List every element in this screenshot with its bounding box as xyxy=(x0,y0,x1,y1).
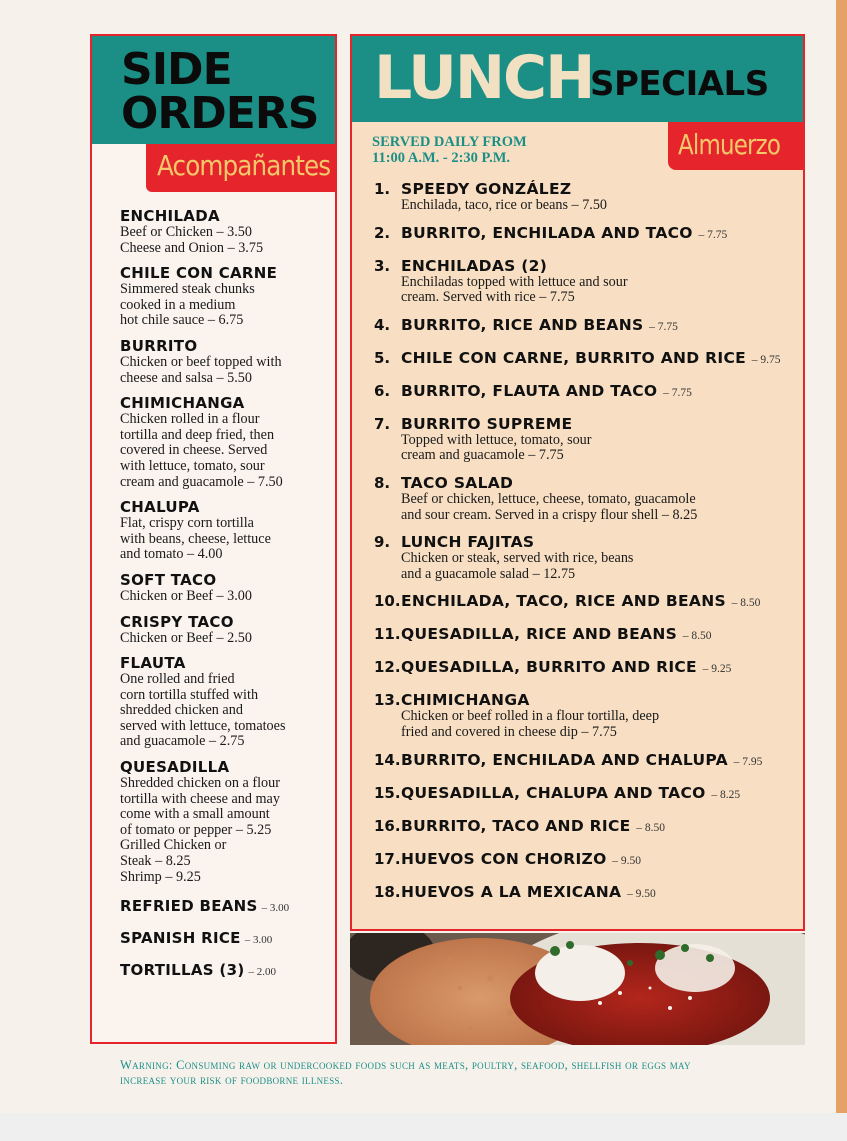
lunch-special-body xyxy=(401,593,804,612)
lunch-special-price: – 8.50 xyxy=(731,597,761,610)
side-order-item xyxy=(120,759,330,885)
lunch-special-body xyxy=(401,416,804,464)
lunch-special-description: Chicken or steak, served with rice, beans and a guacamole salad – 12.75 xyxy=(401,550,634,582)
lunch-specials-panel xyxy=(350,34,805,931)
side-order-item xyxy=(120,265,330,329)
lunch-special-body xyxy=(401,752,804,771)
side-orders-subtitle: Acompañantes xyxy=(157,149,331,182)
lunch-special-item xyxy=(374,884,804,903)
lunch-special-item xyxy=(374,225,804,244)
side-order-name: REFRIED BEANS xyxy=(120,897,258,916)
lunch-special-name: QUESADILLA, RICE AND BEANS xyxy=(401,625,678,644)
lunch-special-number: 1. xyxy=(374,180,391,198)
lunch-special-body xyxy=(401,659,804,678)
side-order-description: Shredded chicken on a flour tortilla with cheese and may come with a small amount of tomato or pepper – 5.25 Grilled Chicken or Steak – 8.25 Shrimp – 9.25 xyxy=(120,775,280,885)
side-order-name: FLAUTA xyxy=(120,654,186,673)
lunch-special-name: ENCHILADA, TACO, RICE AND BEANS xyxy=(401,592,726,611)
lunch-special-description: Enchilada, taco, rice or beans – 7.50 xyxy=(401,197,608,213)
side-order-name: CRISPY TACO xyxy=(120,612,234,631)
lunch-special-name: TACO SALAD xyxy=(401,473,514,492)
side-orders-subtitle-tab xyxy=(146,144,335,192)
lunch-special-price: – 8.25 xyxy=(711,788,741,801)
lunch-special-description: Beef or chicken, lettuce, cheese, tomato, guacamole and sour cream. Served in a crispy flour shell – 8.25 xyxy=(401,490,698,523)
lunch-special-name: HUEVOS A LA MEXICANA xyxy=(401,882,622,901)
lunch-special-price: – 8.50 xyxy=(682,630,712,643)
side-order-item xyxy=(120,499,330,563)
lunch-special-name: BURRITO, RICE AND BEANS xyxy=(401,315,644,334)
lunch-special-body xyxy=(401,534,804,582)
lunch-special-item xyxy=(374,818,804,837)
lunch-special-name: BURRITO, ENCHILADA AND CHALUPA xyxy=(401,750,728,769)
lunch-special-item xyxy=(374,383,804,402)
lunch-special-name: CHILE CON CARNE, BURRITO AND RICE xyxy=(401,348,747,367)
lunch-special-body xyxy=(401,785,804,804)
lunch-special-number: 4. xyxy=(374,315,391,334)
lunch-special-number: 10. xyxy=(374,592,401,611)
lunch-special-number: 2. xyxy=(374,223,391,242)
lunch-specials-header xyxy=(352,36,803,122)
lunch-special-price: – 9.25 xyxy=(702,663,732,676)
side-order-name: QUESADILLA xyxy=(120,758,230,777)
side-order-description: Beef or Chicken – 3.50 Cheese and Onion – 3.75 xyxy=(120,224,264,256)
lunch-special-name-line xyxy=(401,416,804,433)
lunch-special-description: Chicken or beef rolled in a flour tortilla, deep fried and covered in cheese dip – 7.75 xyxy=(401,708,660,740)
side-order-price: – 3.00 xyxy=(244,934,273,947)
side-order-item xyxy=(120,898,330,916)
lunch-special-name: BURRITO, FLAUTA AND TACO xyxy=(401,381,658,400)
lunch-special-number: 17. xyxy=(374,849,401,868)
side-order-item xyxy=(120,614,330,647)
lunch-special-item xyxy=(374,534,804,582)
served-hours: SERVED DAILY FROM 11:00 A.M. - 2:30 P.M. xyxy=(372,134,527,166)
lunch-special-price: – 8.50 xyxy=(636,821,665,834)
side-order-price: – 3.00 xyxy=(261,902,290,915)
food-photo-illustration xyxy=(350,933,805,1045)
lunch-special-item xyxy=(374,626,804,645)
lunch-special-item xyxy=(374,258,804,306)
lunch-special-body xyxy=(401,475,804,523)
side-orders-panel xyxy=(90,34,337,1044)
lunch-special-number: 9. xyxy=(374,533,391,552)
lunch-special-item xyxy=(374,181,804,214)
lunch-special-item xyxy=(374,317,804,336)
lunch-special-description: Topped with lettuce, tomato, sour cream and guacamole – 7.75 xyxy=(401,431,592,464)
lunch-special-name: QUESADILLA, BURRITO AND RICE xyxy=(401,658,697,677)
side-order-name: CHIMICHANGA xyxy=(120,394,245,413)
lunch-special-number: 13. xyxy=(374,691,401,710)
lunch-special-name-line xyxy=(401,659,804,678)
lunch-special-name: CHIMICHANGA xyxy=(401,691,530,710)
lunch-special-name-line xyxy=(401,383,804,402)
lunch-special-name-line xyxy=(401,692,804,709)
side-orders-header xyxy=(92,36,335,144)
lunch-special-item xyxy=(374,785,804,804)
side-order-description: Chicken rolled in a flour tortilla and deep fried, then covered in cheese. Served with lettuce, tomato, sour cream and guacamole – 7.50 xyxy=(120,411,283,490)
lunch-special-body xyxy=(401,258,804,306)
lunch-special-item xyxy=(374,692,804,740)
side-order-description: Simmered steak chunks cooked in a medium hot chile sauce – 6.75 xyxy=(120,281,255,329)
lunch-special-name: ENCHILADAS (2) xyxy=(401,256,548,275)
lunch-special-price: – 9.50 xyxy=(627,887,656,900)
lunch-special-item xyxy=(374,851,804,870)
side-order-item xyxy=(120,930,330,948)
lunch-special-name-line xyxy=(401,181,804,198)
lunch-special-name-line xyxy=(401,475,804,492)
lunch-special-name-line xyxy=(401,752,804,771)
lunch-special-body xyxy=(401,317,804,336)
lunch-special-number: 18. xyxy=(374,882,401,901)
lunch-special-item xyxy=(374,752,804,771)
lunch-special-item xyxy=(374,593,804,612)
lunch-special-body xyxy=(401,818,804,837)
lunch-specials-list xyxy=(374,181,804,917)
lunch-special-name: BURRITO, TACO AND RICE xyxy=(401,816,631,835)
page-bottom-margin xyxy=(0,1113,847,1141)
side-order-name: SPANISH RICE xyxy=(120,929,241,948)
lunch-special-number: 16. xyxy=(374,816,401,835)
lunch-special-name: BURRITO SUPREME xyxy=(401,414,573,433)
lunch-special-item xyxy=(374,475,804,523)
lunch-special-body xyxy=(401,884,804,903)
lunch-special-body xyxy=(401,383,804,402)
lunch-special-name-line xyxy=(401,225,804,244)
food-photo xyxy=(350,933,805,1045)
lunch-special-name-line xyxy=(401,534,804,551)
side-order-description: Chicken or Beef – 3.00 xyxy=(120,587,252,604)
lunch-special-number: 3. xyxy=(374,256,391,275)
side-order-description: Flat, crispy corn tortilla with beans, cheese, lettuce and tomato – 4.00 xyxy=(120,515,271,563)
side-order-item xyxy=(120,395,330,490)
side-order-item xyxy=(120,338,330,386)
lunch-special-body xyxy=(401,225,804,244)
lunch-special-number: 8. xyxy=(374,473,391,492)
side-order-item xyxy=(120,962,330,980)
lunch-special-item xyxy=(374,659,804,678)
lunch-special-name: SPEEDY GONZÁLEZ xyxy=(401,180,572,198)
side-order-description: Chicken or beef topped with cheese and salsa – 5.50 xyxy=(120,353,282,386)
side-order-description: Chicken or Beef – 2.50 xyxy=(120,629,252,646)
side-orders-title xyxy=(121,44,319,139)
lunch-special-name-line xyxy=(401,851,804,870)
lunch-special-number: 14. xyxy=(374,750,401,769)
lunch-special-name-line xyxy=(401,626,804,645)
side-orders-title-line1: SIDE xyxy=(121,44,232,95)
lunch-special-price: – 7.75 xyxy=(663,386,692,399)
lunch-special-name: QUESADILLA, CHALUPA AND TACO xyxy=(401,783,706,802)
lunch-special-price: – 9.50 xyxy=(612,854,642,867)
lunch-title: LUNCH xyxy=(374,43,594,113)
lunch-special-name-line xyxy=(401,317,804,336)
lunch-special-name: BURRITO, ENCHILADA AND TACO xyxy=(401,223,693,242)
lunch-special-price: – 7.95 xyxy=(733,755,763,768)
lunch-special-number: 7. xyxy=(374,414,391,433)
side-order-price: – 2.00 xyxy=(248,966,276,979)
lunch-special-description: Enchiladas topped with lettuce and sour cream. Served with rice – 7.75 xyxy=(401,273,628,306)
side-order-item xyxy=(120,655,330,750)
side-order-item xyxy=(120,208,330,256)
side-order-name: SOFT TACO xyxy=(120,570,217,589)
lunch-special-price: – 7.75 xyxy=(698,228,728,241)
lunch-special-number: 5. xyxy=(374,348,391,367)
lunch-special-price: – 7.75 xyxy=(649,320,678,333)
lunch-special-body xyxy=(401,626,804,645)
side-orders-title-line2: ORDERS xyxy=(121,88,319,139)
lunch-special-body xyxy=(401,350,804,369)
side-order-name: CHALUPA xyxy=(120,498,200,517)
side-order-name: BURRITO xyxy=(120,336,198,355)
lunch-subtitle: Almuerzo xyxy=(678,128,781,161)
specials-title: SPECIALS xyxy=(590,64,769,104)
lunch-special-body xyxy=(401,181,804,214)
side-order-item xyxy=(120,572,330,605)
page-edge-orange xyxy=(836,0,847,1113)
lunch-subtitle-tab xyxy=(668,122,803,170)
lunch-special-number: 12. xyxy=(374,658,401,677)
lunch-special-item xyxy=(374,416,804,464)
lunch-special-number: 15. xyxy=(374,783,401,802)
lunch-special-name-line xyxy=(401,785,804,804)
side-order-description: One rolled and fried corn tortilla stuffed with shredded chicken and served with lettuce, tomatoes and guacamole – 2.75 xyxy=(120,671,286,750)
lunch-special-name: LUNCH FAJITAS xyxy=(401,533,535,552)
lunch-special-name-line xyxy=(401,350,804,369)
lunch-special-number: 11. xyxy=(374,625,401,644)
lunch-special-item xyxy=(374,350,804,369)
lunch-special-number: 6. xyxy=(374,381,391,400)
lunch-special-body xyxy=(401,851,804,870)
side-orders-list xyxy=(120,208,330,994)
lunch-special-name-line xyxy=(401,593,804,612)
lunch-special-body xyxy=(401,692,804,740)
lunch-special-name-line xyxy=(401,258,804,275)
lunch-special-price: – 9.75 xyxy=(751,353,781,366)
lunch-special-name-line xyxy=(401,884,804,903)
foodborne-warning: Warning: Consuming raw or undercooked foods such as meats, poultry, seafood, shellfish or eggs may increase your risk of foodborne illness. xyxy=(120,1058,691,1087)
side-order-name: TORTILLAS (3) xyxy=(120,961,245,980)
lunch-special-name: HUEVOS CON CHORIZO xyxy=(401,849,607,868)
lunch-special-name-line xyxy=(401,818,804,837)
side-order-name: ENCHILADA xyxy=(120,207,220,225)
side-order-name: CHILE CON CARNE xyxy=(120,264,278,283)
